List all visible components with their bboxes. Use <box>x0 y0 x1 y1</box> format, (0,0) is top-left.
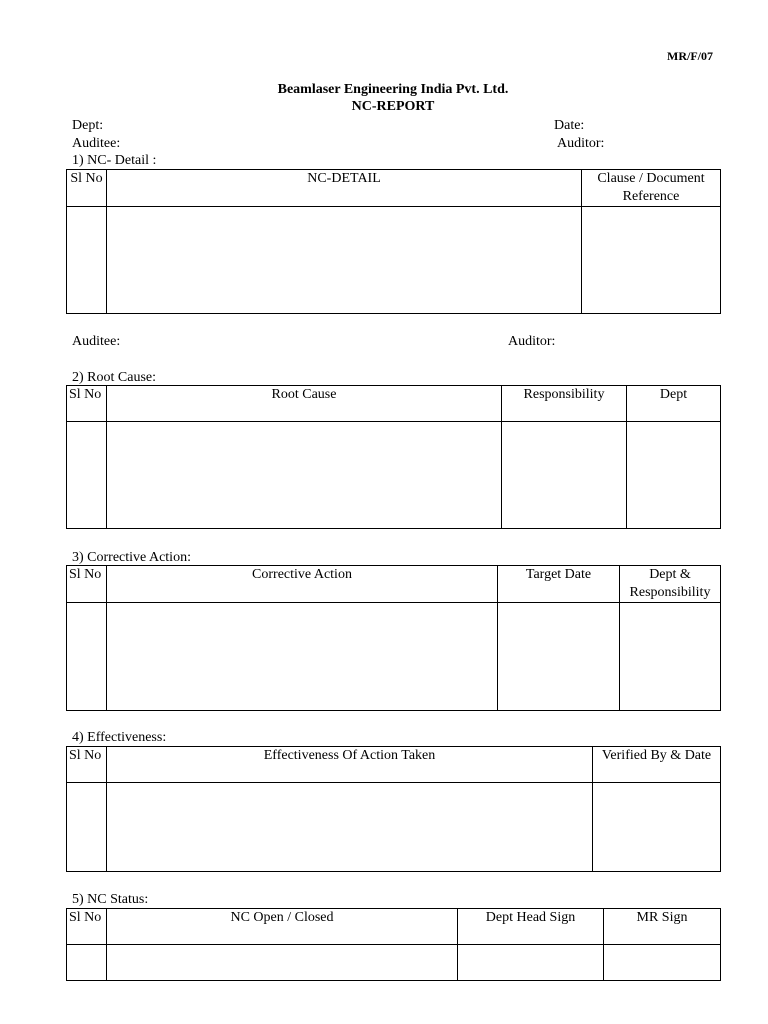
form-code: MR/F/07 <box>667 49 713 63</box>
cell-nc-detail[interactable] <box>107 207 582 314</box>
report-title: NC-REPORT <box>351 99 435 114</box>
table-row <box>67 422 721 529</box>
col-nc-open-closed: NC Open / Closed <box>107 909 458 945</box>
dept-label: Dept: <box>72 118 104 133</box>
cell-sl-no[interactable] <box>67 603 107 711</box>
root-cause-title: 2) Root Cause: <box>72 370 156 385</box>
col-dept-responsibility: Dept & Responsibility <box>620 566 721 603</box>
table-row <box>67 603 721 711</box>
cell-clause-reference[interactable] <box>582 207 721 314</box>
root-cause-table <box>66 385 721 529</box>
nc-detail-table <box>66 169 721 314</box>
corrective-action-title: 3) Corrective Action: <box>72 550 191 565</box>
col-mr-sign: MR Sign <box>604 909 721 945</box>
date-label: Date: <box>554 118 585 133</box>
effectiveness-title: 4) Effectiveness: <box>72 730 167 745</box>
corrective-action-table <box>66 565 721 711</box>
col-clause-reference: Clause / Document Reference <box>582 170 721 207</box>
col-effectiveness: Effectiveness Of Action Taken <box>107 747 593 783</box>
cell-nc-open-closed[interactable] <box>107 945 458 981</box>
company-name: Beamlaser Engineering India Pvt. Ltd. <box>277 82 509 97</box>
cell-dept[interactable] <box>627 422 721 529</box>
auditee-label: Auditee: <box>72 136 121 151</box>
effectiveness-table <box>66 746 721 872</box>
col-sl-no: Sl No <box>67 909 107 945</box>
col-sl-no: Sl No <box>67 386 107 422</box>
cell-verified-by-date[interactable] <box>593 783 721 872</box>
cell-sl-no[interactable] <box>67 945 107 981</box>
col-dept-head-sign: Dept Head Sign <box>458 909 604 945</box>
nc-detail-title: 1) NC- Detail : <box>72 153 157 168</box>
table-row <box>67 783 721 872</box>
col-sl-no: Sl No <box>67 566 107 603</box>
cell-dept-responsibility[interactable] <box>620 603 721 711</box>
col-sl-no: Sl No <box>67 170 107 207</box>
cell-target-date[interactable] <box>498 603 620 711</box>
cell-responsibility[interactable] <box>502 422 627 529</box>
table-row <box>67 207 721 314</box>
col-dept: Dept <box>627 386 721 422</box>
col-verified-by-date: Verified By & Date <box>593 747 721 783</box>
cell-sl-no[interactable] <box>67 207 107 314</box>
table-row <box>67 945 721 981</box>
col-corrective-action: Corrective Action <box>107 566 498 603</box>
cell-sl-no[interactable] <box>67 422 107 529</box>
col-responsibility: Responsibility <box>502 386 627 422</box>
signature-auditor-label: Auditor: <box>508 334 556 349</box>
auditor-label: Auditor: <box>557 136 605 151</box>
cell-dept-head-sign[interactable] <box>458 945 604 981</box>
cell-sl-no[interactable] <box>67 783 107 872</box>
cell-root-cause[interactable] <box>107 422 502 529</box>
cell-effectiveness[interactable] <box>107 783 593 872</box>
nc-status-title: 5) NC Status: <box>72 892 149 907</box>
col-root-cause: Root Cause <box>107 386 502 422</box>
signature-auditee-label: Auditee: <box>72 334 121 349</box>
col-nc-detail: NC-DETAIL <box>107 170 582 207</box>
col-sl-no: Sl No <box>67 747 107 783</box>
cell-corrective-action[interactable] <box>107 603 498 711</box>
cell-mr-sign[interactable] <box>604 945 721 981</box>
col-target-date: Target Date <box>498 566 620 603</box>
nc-status-table <box>66 908 721 981</box>
